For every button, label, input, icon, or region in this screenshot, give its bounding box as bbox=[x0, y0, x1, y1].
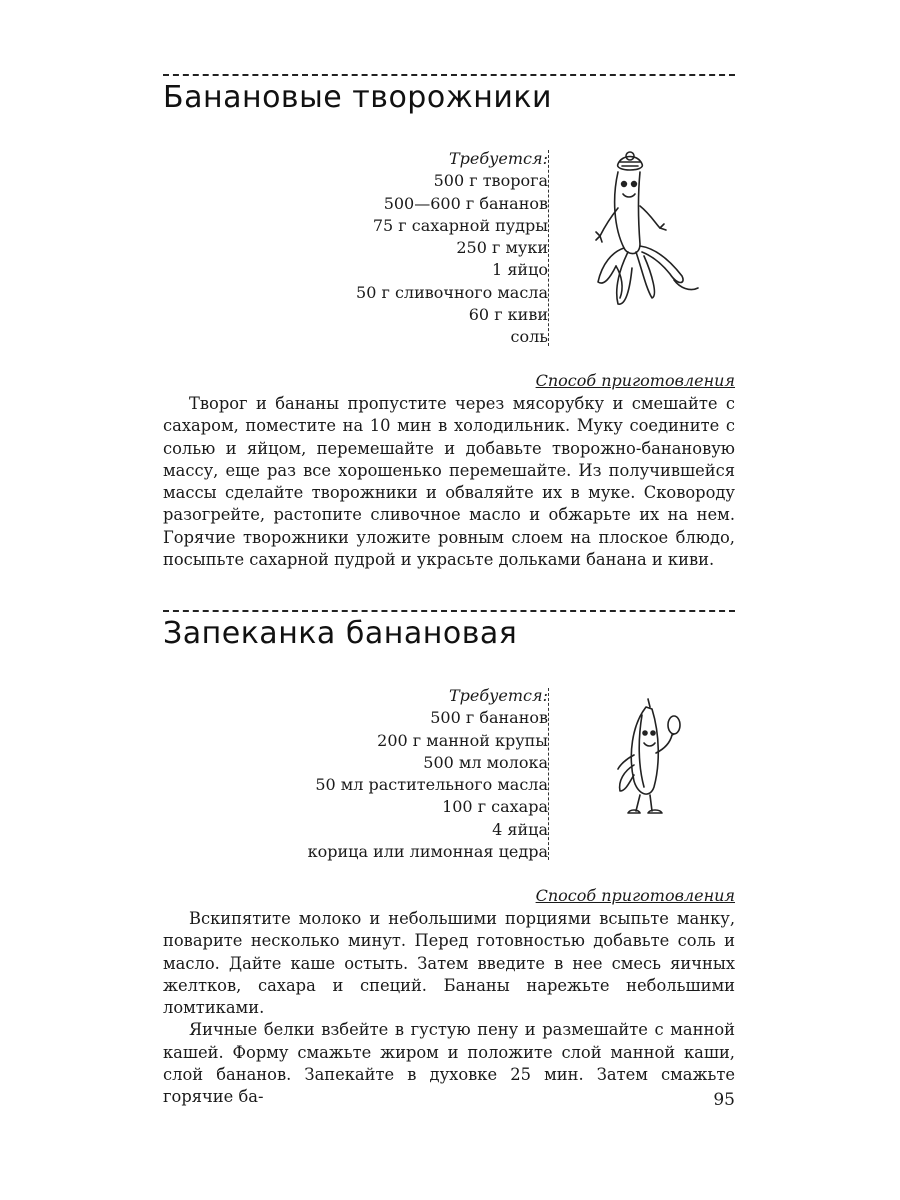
ingredient: 50 мл растительного масла bbox=[315, 775, 548, 795]
method-heading: Способ приготовления bbox=[535, 371, 735, 390]
instruction-paragraph: Творог и бананы пропустите через мясорубку и смешайте с сахаром, поместите на 10 мин в холодильник. Муку соедините с солью и яйцом, перемешайте и добавьте творожно-банановую массу, еще раз все хорошенько перемешайте. Из получившейся массы сделайте творожники и обваляйте их в муке. Сковороду разогрейте, растопите сливочное масло и обжарьте их на нем. Горячие творожники уложите ровным слоем на плоское блюдо, посыпьте сахарной пудрой и украсьте дольками банана и киви. bbox=[163, 394, 735, 570]
ingredient: 500 г творога bbox=[433, 171, 548, 191]
ingredient: 60 г киви bbox=[468, 305, 548, 325]
ingredient: 1 яйцо bbox=[492, 260, 548, 280]
ingredients-list bbox=[356, 148, 548, 349]
page-number: 95 bbox=[713, 1090, 735, 1110]
ingredient: 4 яйца bbox=[492, 819, 548, 839]
ingredient: 100 г сахара bbox=[442, 797, 548, 817]
ingredients-list bbox=[308, 685, 548, 863]
ingredient: 50 г сливочного масла bbox=[356, 282, 548, 302]
instruction-paragraph: Яичные белки взбейте в густую пену и размешайте с манной кашей. Форму смажьте жиром и положите слой манной каши, слой бананов. Запекайте в духовке 25 мин. Затем смажьте горячие ба- bbox=[163, 1020, 735, 1107]
ingredient: 500 мл молока bbox=[423, 752, 548, 772]
method-heading: Способ приготовления bbox=[535, 886, 735, 905]
ingredient: 200 г манной крупы bbox=[377, 730, 548, 750]
ingredients-divider bbox=[548, 688, 549, 860]
recipe-title: Банановые творожники bbox=[163, 80, 552, 115]
requires-label: Требуется: bbox=[448, 686, 548, 705]
instruction-paragraph: Вскипятите молоко и небольшими порциями всыпьте манку, поварите несколько минут. Перед готовностью добавьте соль и масло. Дайте каше остыть. Затем введите в нее смесь яичных желтков, сахара и специй. Бананы нарежьте небольшими ломтиками. bbox=[163, 909, 735, 1018]
ingredient: соль bbox=[510, 327, 548, 347]
requires-label: Требуется: bbox=[448, 149, 548, 168]
banana-with-mirror-illustration bbox=[608, 695, 688, 825]
section-divider bbox=[163, 74, 735, 76]
ingredient: 500—600 г бананов bbox=[383, 193, 548, 213]
banana-character-illustration bbox=[590, 148, 705, 313]
recipe-instructions bbox=[163, 393, 735, 571]
ingredient: корица или лимонная цедра bbox=[307, 842, 548, 862]
recipe-title: Запеканка банановая bbox=[163, 616, 518, 651]
recipe-instructions bbox=[163, 908, 735, 1109]
ingredient: 500 г бананов bbox=[430, 708, 548, 728]
ingredients-divider bbox=[548, 150, 549, 346]
ingredient: 250 г муки bbox=[456, 238, 548, 258]
ingredient: 75 г сахарной пудры bbox=[372, 215, 548, 235]
section-divider bbox=[163, 610, 735, 612]
